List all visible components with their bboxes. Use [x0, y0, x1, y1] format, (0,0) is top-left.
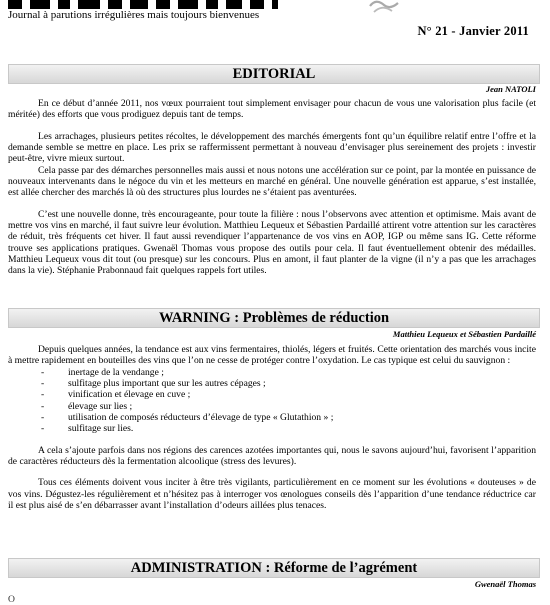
editorial-paragraph: Cela passe par des démarches personnelles mais aussi et nous notons une accélération sur ce point, par la montée en puissance de nouveaux intervenants dans le négoce du vin et les metteurs en marché en général. Une nouvelle génération est apparue, s’est installée, est allée chercher des marchés là où des structures plus lourdes ne s’étaient pas aventurées. — [8, 164, 536, 199]
masthead-bar — [226, 0, 242, 9]
list-item: - inertage de la vendange ; — [41, 366, 164, 378]
list-item: - sulfitage plus important que sur les autres cépages ; — [41, 378, 266, 390]
administration-header: ADMINISTRATION : Réforme de l’agrément — [8, 558, 540, 578]
masthead-bar — [272, 0, 278, 9]
editorial-paragraph: C’est une nouvelle donne, très encourageante, pour toute la filière : nous l’observons avec attention et optimisme. Mais avant de mettre vos vins en marché, il faut suivre leur évolution. Matthieu Lequeux et Sébastien Pardaillé attirent votre attention sur les caractères de réduit, très fréquents cet hiver. Il faut aussi revendiquer l’appartenance de vos vins en AOP, IGP ou même sans IG. Cette réforme trouve ses applications pratiques. Gwenaël Thomas vous propose des outils pour cela. Il faut éventuellement obtenir des médailles. Matthieu Lequeux vous dit tout (ou presque) sur les concours. Plus en amont, il faut planter de la vigne (il n’y a pas que les arrachages dans la vie). Stéphanie Prabonnaud fait quelques rappels fort utiles. — [8, 208, 536, 277]
masthead-bar — [30, 0, 50, 9]
masthead-bar — [250, 0, 264, 9]
masthead-tagline: Journal à parutions irrégulières mais toujours bienvenues — [8, 9, 260, 21]
masthead-bar — [78, 0, 100, 9]
masthead-bar — [108, 0, 122, 9]
masthead-bar — [206, 0, 218, 9]
warning-paragraph: Tous ces éléments doivent vous inciter à être très vigilants, particulièrement en ce moment sur les évolutions « douteuses » de vos vins. Dégustez-les régulièrement et n’hésitez pas à interroger vos œnologues conseils dès l’apparition d’une tendance réductrice car il est plus aisé de s’en débarrasser avant l’installation d’odeurs aillées plus tenaces. — [8, 477, 536, 512]
list-item: - utilisation de composés réducteurs d’élevage de type « Glutathion » ; — [41, 412, 334, 424]
editorial-paragraph: En ce début d’année 2011, nos vœux pourraient tout simplement envisager pour chacun de vous une valorisation plus facile (et méritée) des efforts que vous prodiguez depuis tant de temps. — [8, 98, 536, 121]
editorial-paragraph: Les arrachages, plusieurs petites récoltes, le développement des marchés émergents font qu’un équilibre relatif entre l’offre et la demande semble se mettre en place. Les prix se raffermissent permettant à nouveau d’envisager plus sereinement des projets : investir peut-être, vivre mieux surtout. — [8, 130, 536, 165]
editorial-body — [8, 98, 536, 287]
warning-author: Matthieu Lequeux et Sébastien Pardaillé — [392, 329, 536, 339]
administration-body-start: O — [8, 594, 15, 605]
list-item: - vinification et élevage en cuve ; — [41, 389, 191, 401]
masthead-bar — [58, 0, 70, 9]
warning-body — [8, 344, 536, 521]
warning-list — [8, 367, 536, 435]
masthead — [0, 0, 550, 22]
warning-header: WARNING : Problèmes de réduction — [8, 308, 540, 328]
editorial-author: Jean NATOLI — [485, 84, 536, 94]
warning-intro: Depuis quelques années, la tendance est aux vins fermentaires, thiolés, légers et fruités. Cette orientation des marchés vous incite à mettre rapidement en bouteilles des vins que l’on ne cesse de protéger contre l’oxydation. Le cas typique est celui du sauvignon : — [8, 344, 536, 367]
list-item: - sulfitage sur lies. — [41, 423, 134, 435]
administration-author: Gwenaël Thomas — [474, 579, 536, 589]
logo-mark-icon — [368, 0, 400, 14]
masthead-bar — [8, 0, 22, 9]
masthead-bar — [178, 0, 198, 9]
masthead-bar — [156, 0, 170, 9]
issue-number: N° 21 - Janvier 2011 — [417, 24, 529, 38]
editorial-header: EDITORIAL — [8, 64, 540, 84]
masthead-bar — [130, 0, 148, 9]
warning-paragraph: A cela s’ajoute parfois dans nos régions des carences azotées importantes qui, nous le savons aujourd’hui, favorisent l’apparition de caractères réducteurs dès la fermentation alcoolique (stress des levures). — [8, 444, 536, 468]
list-item: - élevage sur lies ; — [41, 400, 133, 412]
